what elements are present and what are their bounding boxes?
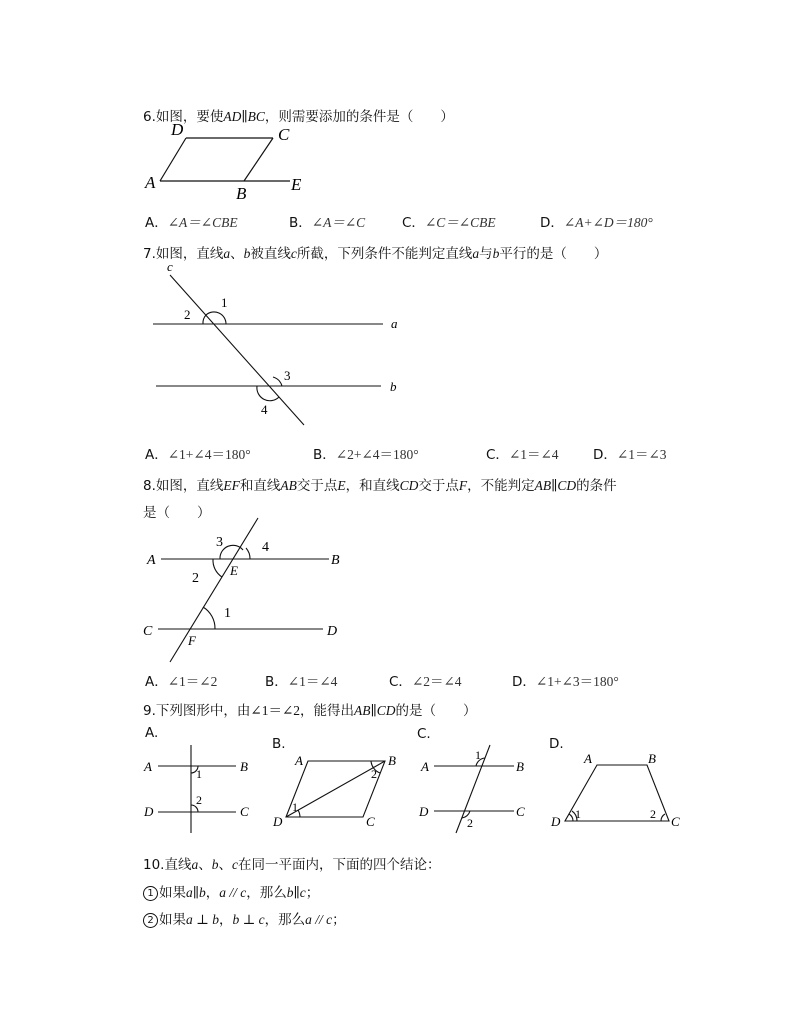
- q9c-label-D: D: [419, 804, 429, 819]
- q6-label-C: C: [278, 125, 290, 144]
- q9-figure-b: [286, 761, 385, 817]
- item-number-2: 2: [143, 913, 158, 928]
- q9b-label-2: 2: [371, 767, 377, 781]
- q9d-label-B: B: [648, 751, 656, 766]
- q9a-label-C: C: [240, 804, 249, 819]
- q8-option-c[interactable]: C．∠2＝∠4: [389, 674, 462, 690]
- q9c-label-C: C: [516, 804, 525, 819]
- q9c-label-1: 1: [475, 748, 481, 762]
- item-number-1: 1: [143, 886, 158, 901]
- q9-option-c-label[interactable]: C.: [417, 726, 431, 742]
- q8-label-1: 1: [224, 606, 231, 621]
- q7-label-1: 1: [221, 295, 228, 310]
- q9d-label-D: D: [551, 814, 561, 829]
- q6-label-E: E: [291, 175, 302, 194]
- q8-label-C: C: [143, 624, 153, 639]
- q8-label-3: 3: [216, 535, 223, 550]
- q8-option-a[interactable]: A．∠1＝∠2: [145, 674, 218, 690]
- q7-option-a[interactable]: A．∠1+∠4＝180°: [145, 447, 251, 463]
- q9c-label-2: 2: [467, 816, 473, 830]
- q8-option-b[interactable]: B．∠1＝∠4: [265, 674, 338, 690]
- q7-option-d[interactable]: D．∠1＝∠3: [593, 447, 667, 463]
- q8-stem: 8.如图，直线EF和直线AB交于点E，和直线CD交于点F，不能判定AB∥CD的条件: [143, 478, 617, 494]
- q9a-label-2: 2: [196, 793, 202, 807]
- q6-label-B: B: [236, 184, 247, 203]
- q10-item-1: 1 如果a∥b，a // c，那么b∥c；: [143, 881, 319, 901]
- q6-stem: 6.如图，要使AD∥BC，则需要添加的条件是（ ）: [143, 109, 454, 125]
- q8-label-A: A: [147, 553, 156, 568]
- q6-label-A: A: [145, 173, 156, 192]
- q7-label-3: 3: [284, 368, 291, 383]
- q9c-label-B: B: [516, 759, 524, 774]
- q8-label-E: E: [230, 563, 238, 578]
- q9a-label-1: 1: [196, 767, 202, 781]
- q6-label-D: D: [171, 120, 184, 139]
- q9d-label-1: 1: [575, 807, 581, 821]
- q9-option-d-label[interactable]: D.: [549, 736, 564, 752]
- q9a-label-D: D: [144, 804, 154, 819]
- q9d-label-A: A: [584, 751, 592, 766]
- q9b-label-C: C: [366, 814, 375, 829]
- q8-label-2: 2: [192, 571, 199, 586]
- q7-label-2: 2: [184, 307, 191, 322]
- q9b-label-B: B: [388, 753, 396, 768]
- q9b-label-D: D: [273, 814, 283, 829]
- q9b-label-1: 1: [292, 800, 298, 814]
- q9-option-a-label[interactable]: A.: [145, 725, 159, 741]
- q8-stem-line2: 是（ ）: [143, 505, 211, 521]
- q9b-label-A: A: [295, 753, 303, 768]
- q8-label-F: F: [188, 633, 196, 648]
- q7-label-4: 4: [261, 402, 268, 417]
- q9-stem: 9.下列图形中，由∠1＝∠2，能得出AB∥CD的是（ ）: [143, 703, 477, 719]
- q9d-label-C: C: [671, 814, 680, 829]
- q7-label-c: c: [167, 259, 173, 274]
- q8-label-4: 4: [262, 540, 269, 555]
- q6-option-d[interactable]: D．∠A+∠D＝180°: [540, 215, 653, 231]
- q9-option-b-label[interactable]: B.: [272, 736, 286, 752]
- q10-stem: 10.直线a、b、c在同一平面内，下面的四个结论：: [143, 857, 441, 873]
- q6-option-b[interactable]: B．∠A＝∠C: [289, 215, 366, 231]
- q8-label-D: D: [327, 624, 338, 639]
- q7-option-c[interactable]: C．∠1＝∠4: [486, 447, 559, 463]
- q8-option-d[interactable]: D．∠1+∠3＝180°: [512, 674, 619, 690]
- q9-figure-c: [434, 745, 514, 833]
- q7-label-b: b: [390, 379, 397, 394]
- q6-option-c[interactable]: C．∠C＝∠CBE: [402, 215, 496, 231]
- q8-label-B: B: [331, 553, 340, 568]
- q7-stem: 7.如图，直线a、b被直线c所截，下列条件不能判定直线a与b平行的是（ ）: [143, 246, 608, 262]
- q9c-label-A: A: [421, 759, 429, 774]
- q9-figure-d: [565, 765, 669, 821]
- q6-option-a[interactable]: A．∠A＝∠CBE: [145, 215, 238, 231]
- q9d-label-2: 2: [650, 807, 656, 821]
- q10-item-2: 2 如果a ⊥ b，b ⊥ c，那么a // c；: [143, 908, 346, 928]
- q9a-label-B: B: [240, 759, 248, 774]
- q7-label-a: a: [391, 316, 398, 331]
- q7-option-b[interactable]: B．∠2+∠4＝180°: [313, 447, 419, 463]
- q9a-label-A: A: [144, 759, 152, 774]
- q9-figure-a: [158, 745, 236, 833]
